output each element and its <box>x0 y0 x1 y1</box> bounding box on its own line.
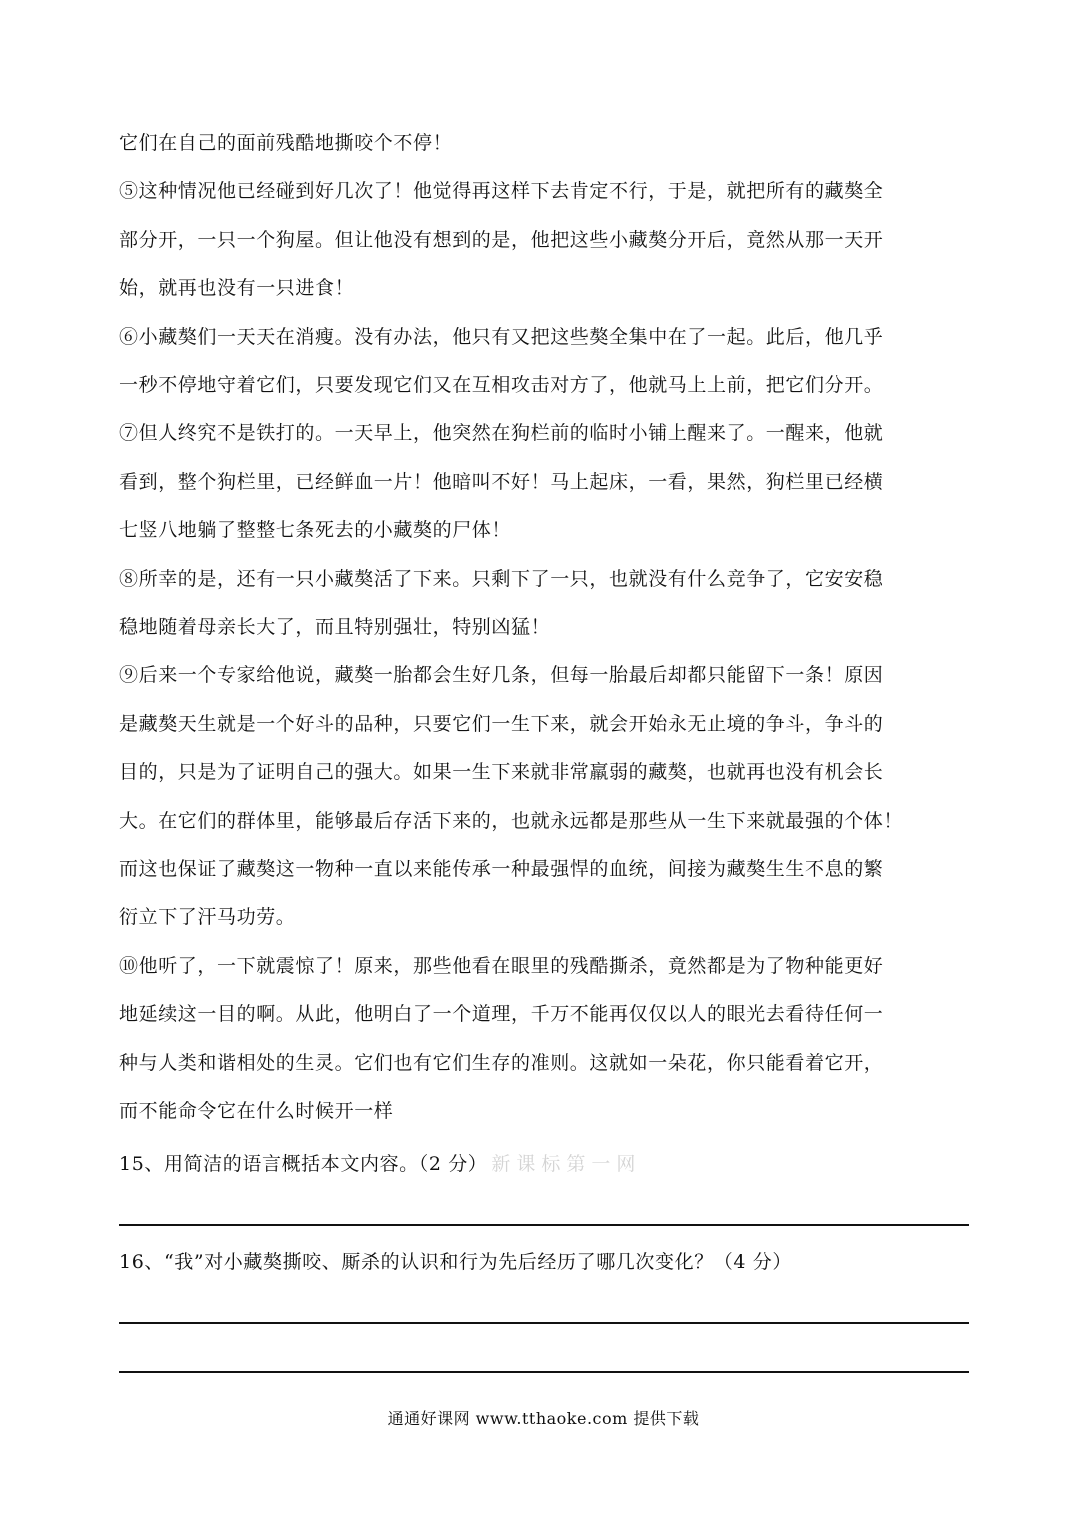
passage-line: 一秒不停地守着它们，只要发现它们又在互相攻击对方了，他就马上上前，把它们分开。 <box>119 374 884 396</box>
passage-line: 而不能命令它在什么时候开一样 <box>119 1100 394 1122</box>
passage-line: 始，就再也没有一只进食！ <box>119 277 355 300</box>
passage-line: 大。在它们的群体里，能够最后存活下来的，也就永远都是那些从一生下来就最强的个体！ <box>119 809 904 832</box>
passage-line: ⑦但人终究不是铁打的。一天早上，他突然在狗栏前的临时小铺上醒来了。一醒来，他就 <box>119 422 884 445</box>
passage-line: 部分开，一只一个狗屋。但让他没有想到的是，他把这些小藏獒分开后，竟然从那一天开 <box>119 228 884 251</box>
passage-line: 是藏獒天生就是一个好斗的品种，只要它们一生下来，就会开始永无止境的争斗，争斗的 <box>119 712 884 735</box>
question-16-text: 16、“我”对小藏獒撕咬、厮杀的认识和行为先后经历了哪几次变化？（4 分） <box>119 1251 792 1273</box>
passage-line: 看到，整个狗栏里，已经鲜血一片！他暗叫不好！马上起床，一看，果然，狗栏里已经横 <box>119 470 884 493</box>
passage-line: 种与人类和谐相处的生灵。它们也有它们生存的准则。这就如一朵花，你只能看着它开， <box>119 1051 884 1074</box>
question-15-text: 15、用简洁的语言概括本文内容。（2 分） <box>119 1153 488 1175</box>
question-15 <box>119 1152 969 1176</box>
watermark-text: 新课标第一网 <box>491 1153 642 1175</box>
passage-line: 地延续这一目的啊。从此，他明白了一个道理，千万不能再仅仅以人的眼光去看待任何一 <box>119 1003 884 1026</box>
passage-line: 它们在自己的面前残酷地撕咬个不停！ <box>119 132 453 154</box>
passage-line: 而这也保证了藏獒这一物种一直以来能传承一种最强悍的血统，间接为藏獒生生不息的繁 <box>119 858 884 880</box>
passage-line: ⑥小藏獒们一天天在消瘦。没有办法，他只有又把这些獒全集中在了一起。此后，他几乎 <box>119 325 884 348</box>
passage-line: ⑤这种情况他已经碰到好几次了！他觉得再这样下去肯定不行，于是，就把所有的藏獒全 <box>119 180 884 203</box>
passage-line: 衍立下了汗马功劳。 <box>119 906 296 929</box>
passage-line: 稳地随着母亲长大了，而且特别强壮，特别凶猛！ <box>119 616 551 638</box>
passage-line: 目的，只是为了证明自己的强大。如果一生下来就非常羸弱的藏獒，也就再也没有机会长 <box>119 761 884 784</box>
passage-line: ⑧所幸的是，还有一只小藏獒活了下来。只剩下了一只，也就没有什么竞争了，它安安稳 <box>119 567 884 590</box>
question-16 <box>119 1250 969 1274</box>
answer-line-16b <box>119 1371 969 1373</box>
answer-line-15 <box>119 1224 969 1226</box>
passage-line: 七竖八地躺了整整七条死去的小藏獒的尸体！ <box>119 519 512 542</box>
passage-line: ⑩他听了，一下就震惊了！原来，那些他看在眼里的残酷撕杀，竟然都是为了物种能更好 <box>119 954 884 977</box>
passage-line: ⑨后来一个专家给他说，藏獒一胎都会生好几条，但每一胎最后却都只能留下一条！原因 <box>119 664 884 687</box>
answer-line-16a <box>119 1322 969 1324</box>
page-footer: 通通好课网 www.tthaoke.com 提供下载 <box>387 1409 700 1428</box>
